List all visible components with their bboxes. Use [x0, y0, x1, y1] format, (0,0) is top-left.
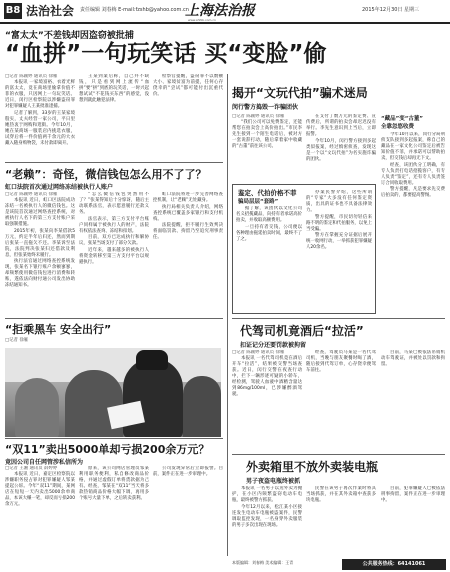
wechat-column-2	[79, 192, 149, 316]
takeout-column-3	[381, 486, 445, 556]
double11-paragraph: 公司发现异常后立即报警。目前，案件正在进一步审理中。	[153, 466, 223, 477]
takeout-paragraph: 今年12月以来，松江某小区接连发生电动车电瓶被盗案件，民警调取监控发现，一名身穿外卖服装的男子多次出现在现场。	[232, 504, 302, 528]
antique-box-paragraph: 据了解，该团伙以文化公司名义招揽藏品，向持有者承诺高价拍卖，并收取高额费用。	[236, 206, 302, 223]
wechat-paragraph: 虹口法院将进一步完善网络查控机制，让“老赖”无处藏身。	[153, 192, 223, 203]
antique-side-paragraph: 警方提醒，凡是要求先交费后拍卖的，都要提高警惕。	[381, 187, 445, 198]
antique-side-column	[381, 132, 445, 314]
masthead-meta: 责任编辑 刘春梅 E-mail:fzshb@yahoo.com.cn	[80, 7, 189, 13]
lead-paragraph: 记者了解到，33岁的王某家境殷实，丈夫经营一家公司，平日里她热衷于网购和逛街。今年10月，她在某商场一服装店内挑选衣服，试穿后将一件价值两千余元的大衣藏入随身购物袋，未付款即离开。	[5, 110, 75, 146]
editor-credit: 本版编辑：刘春梅 美术编辑：王青	[232, 560, 294, 565]
antique-side-paragraph: 今年10月以来，闵行分局刑侦支队接到多起报案，称自己的藏品在一家文化公司鉴定后被告知价值不菲，并承诺可以帮助拍卖，但交钱后却再无下文。	[381, 132, 445, 161]
lead-column-3	[153, 74, 223, 160]
wechat-paragraph: 法院提醒，拒不履行生效判决将面临罚款、拘留乃至追究刑事责任。	[153, 223, 223, 240]
antique-box-subtitle: 骗局层层“套路”	[238, 199, 279, 205]
lead-paragraph: 本报讯 一家境富裕、衣着光鲜的富太太，竟在商场里偷拿价值不菲的衣服，只因网上一句玩笑话。近日，闵行区检察院以涉嫌盗窃罪对犯罪嫌疑人王某批准逮捕。	[5, 80, 75, 109]
wechat-column-1	[5, 192, 75, 316]
antique-subtitle: 闵行警方捣毁一诈骗团伙	[232, 104, 299, 111]
driver-paragraph: 经查，驾驶员马某是一名代驾司机，当晚与朋友聚餐时喝了酒，随后接到代驾订单，心存侥幸便驾车前往。	[306, 350, 376, 373]
driver-paragraph: 目前，马某已被依法吊销机动车驾驶证，并被处以罚款和拘留。	[381, 350, 445, 367]
antique-box-paragraph: 一旦持有者交钱，公司便以各种理由拖延拍卖时间，最终不了了之。	[236, 224, 302, 242]
antique-side-paragraph: 经查，该团伙分工明确，有专人负责打电话招揽客户，有专人负责“鉴定”，还有专人负责签订合同收取费用。	[381, 162, 445, 186]
driver-column-1	[232, 350, 302, 450]
antique-box-column-2	[306, 190, 372, 310]
wechat-paragraph: 本报讯 近日，虹口区法院成功冻结一名被执行人的微信钱包。这是该院首次通过网络查控系统，对被执行人名下的第三方支付账户采取强制措施。	[5, 198, 75, 227]
double11-column-2	[79, 466, 149, 556]
driver-subtitle: 扣证记分还要罚款被拘留	[240, 342, 307, 349]
lead-paragraph: 检察官提醒，盗窃罪不以数额大小、家境贫富为前提，任何心存侥幸的“尝试”都可能付出沉重代价。	[153, 74, 223, 97]
wechat-paragraph: 目前，双方已达成执行和解协议，张某当场支付了部分欠款。	[79, 235, 149, 246]
masthead	[0, 0, 450, 24]
antique-byline: □记者 陈颖婷 通讯员 徐雁	[232, 114, 285, 119]
double11-subtitle: 竟因公司自任网管涉私信所为	[5, 459, 84, 466]
lead-paragraph: 王某到案后称，自己并不缺钱，只是看到网上流传“血拼”要“拼”到底的玩笑话，一时兴起想试试“不花钱买东西”的感觉，没想到就此触犯法律。	[79, 74, 149, 103]
section-title: 法治社会	[26, 4, 75, 18]
driver-paragraph: 本报讯 一名代驾司机竟在酒后开车“拉活”，结果被交警当场查获。近日，闵行交警在夜查行动中，拦下一辆形迹可疑的小轿车，经检测，驾驶人血液中酒精含量达到86mg/100ml，已涉嫌醉酒驾驶。	[232, 356, 302, 397]
wechat-paragraph: 2015年初，张某向李某借款5万元，约定半年后归还，然而到期后张某一直拖欠不还。李某诉至法院，法院判决张某归还借款及利息，但张某始终未履行。	[5, 228, 75, 258]
antique-side-title: “藏品”变“古董”	[381, 116, 423, 122]
takeout-subtitle: 男子夜盗电瓶终被抓	[246, 478, 301, 485]
lead-column-1	[5, 74, 75, 160]
double11-paragraph: 原来，该公司网店管理员邹某利用职务便利，私自修改商品价格，并通过虚假订单将货款据为己有。经查，邹某在“双11”当天将多款热销商品价格大幅下调，再用多个账号大量下单，之后转卖获利。	[79, 466, 149, 501]
wechat-paragraph: 执行法官通过网络查控系统发现，张某名下银行账户余额寥寥，却频繁使用微信钱包进行消费和转账，遂依法向财付通公司发出协助冻结通知书。	[5, 259, 75, 288]
antique-paragraph: 警方在掌握充分证据后展开统一收网行动，一举抓获犯罪嫌疑人20余名。	[306, 233, 372, 250]
takeout-column-2	[306, 486, 376, 556]
antique-side-subtitle: 全靠忽悠收费	[381, 124, 415, 130]
antique-box-column-1	[236, 206, 302, 310]
lead-column-2	[79, 74, 149, 160]
wechat-paragraph: “怎么微信钱包突然用不了？”张某得知后十分惊讶，随后主动联系法官，表示愿意履行还款义务。	[79, 192, 149, 215]
antique-box-paragraph: 办案民警介绍，这些所谓的“专家”大多没有任何鉴定资质，出具的证书也不具备法律效力。	[306, 190, 372, 213]
divider	[232, 454, 445, 455]
double11-column-3	[153, 466, 223, 556]
driver-byline: □记者 陈颖婷 通讯员 徐雁	[232, 350, 285, 355]
newspaper-logo: 上海法治报	[185, 3, 255, 19]
wechat-paragraph: 法官表示，第三方支付平台账户同样属于被执行人的财产，法院有权依法查询、冻结和扣划。	[79, 216, 149, 234]
double11-headline: “双11”卖出5000单却亏损200余万元？	[5, 443, 210, 456]
antique-box-title: 鉴定、代拍价格不菲	[238, 189, 297, 197]
service-hotline: 公共服务热线：64141061	[342, 559, 446, 570]
antique-paragraph: “我们公司可以免费鉴定，还能帮您在拍卖会上高价拍出。”市民李先生接到一个陌生电话后，被对方一套说辞打动，随后拿着家中收藏的“古董”前往该公司。	[232, 120, 302, 149]
lead-headline: “血拼”一句玩笑话 买“变脸”偷	[5, 41, 327, 67]
double11-byline: □记者 王湘 通讯员 薛婷婷	[5, 466, 58, 471]
lead-subtitle: “富太太”不差钱却因盗窃被批捕	[5, 31, 134, 41]
divider	[5, 318, 223, 319]
driver-column-3	[381, 350, 445, 450]
wechat-paragraph: 执行局相关负责人介绍，网络查控系统已覆盖多家银行和支付机构。	[153, 204, 223, 222]
wechat-column-3	[153, 192, 223, 316]
newspaper-url: www.shfzb.com.cn	[188, 18, 216, 22]
takeout-paragraph: 民警在该男子再次作案时将其当场抓获，并在其外卖箱中查获多块电瓶。	[306, 486, 376, 503]
wechat-subtitle: 虹口法院首次通过网络冻结被执行人账户	[5, 184, 114, 191]
takeout-column-1	[232, 486, 302, 556]
black-car-byline: □记者 徐雁	[5, 338, 29, 343]
wechat-headline: “老赖”：奇怪，微信钱包怎么用不了了？	[5, 168, 207, 181]
double11-paragraph: 本报讯 近日，嘉定区检察院以涉嫌职务侵占罪对犯罪嫌疑人邹某提起公诉。今年“双11”期间，某网店在短短一天内卖出5000余单商品，本该大赚一笔，却反而亏损200余万元。	[5, 472, 75, 507]
driver-column-2	[306, 350, 376, 450]
divider	[5, 162, 223, 163]
wechat-paragraph: 近年来，越来越多的被执行人将资金转移至第三方支付平台以规避执行。	[79, 247, 149, 265]
antique-headline: 揭开“文玩代拍”骗术迷局	[232, 86, 368, 100]
divider	[232, 318, 445, 319]
divider	[5, 438, 223, 439]
antique-paragraph: 在支付了数万元的鉴定费、宣传费后，所谓的拍卖会却迟迟没有举行。李先生意识到上当后，立即报警。	[306, 114, 376, 137]
page-number: B8	[4, 3, 22, 19]
antique-paragraph: 今年10月，闵行警方接到多起类似报案，经过缜密侦查，发现这是一个以“文玩代拍”为名实施诈骗的团伙。	[306, 138, 376, 162]
issue-date: 2015年12月30日 星期三	[362, 7, 420, 13]
double11-column-1	[5, 466, 75, 556]
antique-box-paragraph: 警方提醒，市民切勿轻信来路不明的鉴定和代拍服务，以免上当受骗。	[306, 214, 372, 232]
antique-column-1	[232, 114, 302, 182]
takeout-headline: 外卖箱里不放外卖装电瓶	[246, 460, 379, 474]
takeout-paragraph: 目前，犯罪嫌疑人已被依法刑事拘留，案件正在进一步审理中。	[381, 486, 445, 503]
lead-byline: □记者 陈颖婷 通讯员 徐雁	[5, 74, 58, 79]
takeout-paragraph: 本报讯 一名男子以送外卖为掩护，在小区内频繁盗窃电动车电瓶，最终被警方抓获。	[232, 486, 302, 503]
center-column-rule	[227, 74, 228, 556]
driver-headline: 代驾司机竟酒后“拉活”	[240, 324, 364, 338]
antique-column-2	[306, 114, 376, 182]
news-photo	[5, 348, 221, 437]
wechat-byline: □记者 陈颖婷 通讯员 徐雁	[5, 192, 58, 197]
black-car-headline: “拒乘黑车 安全出行”	[5, 323, 112, 336]
